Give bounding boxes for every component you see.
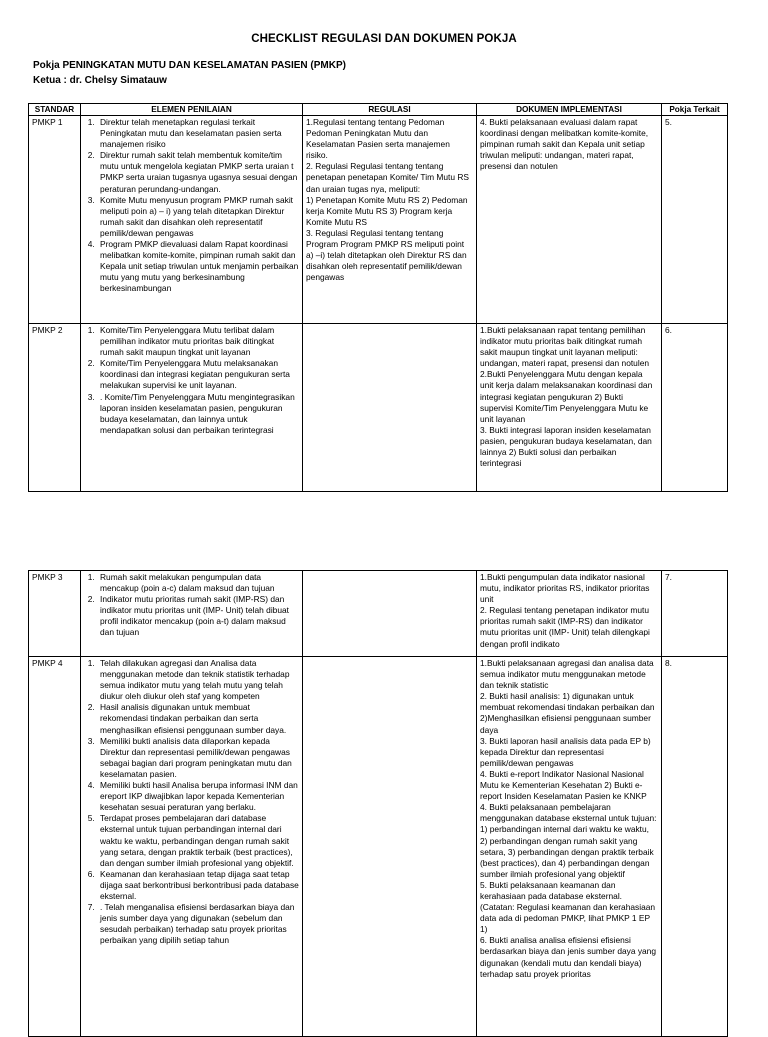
table-row bbox=[29, 571, 728, 657]
table-row bbox=[29, 657, 728, 1037]
document-title: CHECKLIST REGULASI DAN DOKUMEN POKJA bbox=[251, 33, 517, 45]
header-regulasi: REGULASI bbox=[303, 104, 477, 116]
list-item: 1. Rumah sakit melakukan pengumpulan data mencakup (poin a-c) dalam maksud dan tujuan bbox=[97, 572, 299, 594]
cell-elemen-penilaian bbox=[81, 324, 303, 492]
cell-dokumen-implementasi: 4. Bukti pelaksanaan evaluasi dalam rapat koordinasi dengan melibatkan komite-komite, pimpinan rumah sakit dan Kepala unit setiap triwulan meliputi: undangan, materi rapat, presensi dan notulen bbox=[477, 116, 662, 324]
header-dokumen-implementasi: DOKUMEN IMPLEMENTASI bbox=[477, 104, 662, 116]
cell-elemen-penilaian bbox=[81, 571, 303, 657]
list-item: 2. Komite/Tim Penyelenggara Mutu melaksanakan koordinasi dan integrasi kegiatan pengukuran serta melakukan supervisi ke unit layanan. bbox=[97, 358, 299, 391]
list-item: 3. Komite Mutu menyusun program PMKP rumah sakit meliputi poin a) – i) yang telah ditetapkan Direktur rumah sakit dan disahkan oleh representatif pemilik/dewan pengawas bbox=[97, 195, 299, 239]
cell-standar: PMKP 4 bbox=[29, 657, 81, 1037]
list-item: 2. Indikator mutu prioritas rumah sakit (IMP-RS) dan indikator mutu prioritas unit (IMP- Unit) telah dibuat profil indikator mencakup (poin a-t) dalam maksud dan tujuan bbox=[97, 594, 299, 638]
list-item: 4. Memiliki bukti hasil Analisa berupa informasi INM dan ereport IKP diwajibkan lapor kepada Kementerian kesehatan sesuai peraturan yang berlaku. bbox=[97, 780, 299, 813]
header-standar: STANDAR bbox=[29, 104, 81, 116]
list-item: 3. Memiliki bukti analisis data dilaporkan kepada Direktur dan representasi pemilik/dewan pengawas sebagai bagian dari program peningkatan mutu dan keselamatan pasien. bbox=[97, 736, 299, 780]
cell-pokja-terkait: 5. bbox=[662, 116, 728, 324]
cell-elemen-penilaian bbox=[81, 116, 303, 324]
cell-pokja-terkait: 7. bbox=[662, 571, 728, 657]
cell-dokumen-implementasi: 1.Bukti pelaksanaan rapat tentang pemilihan indikator mutu prioritas baik ditingkat rumah sakit maupun tingkat unit layanan meliputi: undangan, materi rapat, presensi dan notulen 2.Bukti Penyelenggara Mutu dengan kepala unit kerja dalam melaksanakan koordinasi dan integrasi kegiatan pengukuran 2) Bukti supervisi Komite/Tim Penyelenggara Mutu ke unit layanan 3. Bukti integrasi laporan insiden keselamatan pasien, pengukuran budaya keselamatan, dan lainnya 2) Bukti solusi dan perbaikan terintegrasi bbox=[477, 324, 662, 492]
cell-standar: PMKP 1 bbox=[29, 116, 81, 324]
header-pokja-terkait: Pokja Terkait bbox=[662, 104, 728, 116]
list-item: 2. Direktur rumah sakit telah membentuk komite/tim mutu untuk mengelola kegiatan PMKP serta uraian t PMKP serta uraian tugasnya ugasnya sesuai dengan peraturan perundang-undangan. bbox=[97, 150, 299, 194]
header-elemen-penilaian: ELEMEN PENILAIAN bbox=[81, 104, 303, 116]
list-item: 5. Terdapat proses pembelajaran dari database eksternal untuk tujuan perbandingan internal dari waktu ke waktu, perbandingan dengan rumah sakit yang setara, dengan praktik terbaik (best practices), dan dengan sumber ilmiah profesional yang objektif. bbox=[97, 813, 299, 868]
list-item: 3. . Komite/Tim Penyelenggara Mutu mengintegrasikan laporan insiden keselamatan pasien, pengukuran budaya keselamatan, dan lainnya untuk mendapatkan solusi dan perbaikan terintegrasi bbox=[97, 392, 299, 436]
cell-pokja-terkait: 6. bbox=[662, 324, 728, 492]
list-item: 1. Direktur telah menetapkan regulasi terkait Peningkatan mutu dan keselamatan pasien serta manajemen risiko bbox=[97, 117, 299, 150]
pokja-subtitle: Pokja PENINGKATAN MUTU DAN KESELAMATAN PASIEN (PMKP) bbox=[33, 60, 346, 71]
table-row bbox=[29, 324, 728, 492]
cell-standar: PMKP 2 bbox=[29, 324, 81, 492]
cell-regulasi: 1.Regulasi tentang tentang Pedoman Pedoman Peningkatan Mutu dan Keselamatan Pasien serta manajemen risiko. 2. Regulasi Regulasi tentang tentang penetapan penetapan Komite/ Tim Mutu RS dan uraian tugas nya, meliputi: 1) Penetapan Komite Mutu RS 2) Pedoman kerja Komite Mutu RS 3) Program kerja Komite Mutu RS 3. Regulasi Regulasi tentang tentang Program Program PMKP RS meliputi point a) –i) telah ditetapkan oleh Direktur RS dan disahkan oleh representatif pemilik/dewan pengawas bbox=[303, 116, 477, 324]
list-item: 2. Hasil analisis digunakan untuk membuat rekomendasi tindakan perbaikan dan serta menghasilkan efisiensi penggunaan sumber daya. bbox=[97, 702, 299, 735]
list-item: 6. Keamanan dan kerahasiaan tetap dijaga saat tetap dijaga saat berkontribusi berkontribusi pada database eksternal. bbox=[97, 869, 299, 902]
table-row bbox=[29, 116, 728, 324]
table-header-row bbox=[29, 104, 728, 116]
cell-standar: PMKP 3 bbox=[29, 571, 81, 657]
list-item: 1. Komite/Tim Penyelenggara Mutu terlibat dalam pemilihan indikator mutu prioritas baik ditingkat rumah sakit maupun tingkat unit layanan bbox=[97, 325, 299, 358]
cell-regulasi bbox=[303, 571, 477, 657]
pokja-leader: Ketua : dr. Chelsy Simatauw bbox=[33, 75, 167, 86]
cell-regulasi bbox=[303, 324, 477, 492]
cell-dokumen-implementasi: 1.Bukti pengumpulan data indikator nasional mutu, indikator prioritas RS, indikator prioritas unit 2. Regulasi tentang penetapan indikator mutu prioritas rumah sakit (IMP-RS) dan indikator mutu prioritas unit (IMP- Unit) telah dilengkapi dengan profil indikato bbox=[477, 571, 662, 657]
checklist-table-page-1 bbox=[28, 103, 728, 492]
cell-elemen-penilaian bbox=[81, 657, 303, 1037]
checklist-table-page-2 bbox=[28, 570, 728, 1037]
cell-pokja-terkait: 8. bbox=[662, 657, 728, 1037]
list-item: 7. . Telah menganalisa efisiensi berdasarkan biaya dan jenis sumber daya yang digunakan (sebelum dan sesudah perbaikan) terhadap satu proyek prioritas perbaikan yang dipilih setiap tahun bbox=[97, 902, 299, 946]
list-item: 1. Telah dilakukan agregasi dan Analisa data menggunakan metode dan teknik statistik terhadap semua indikator mutu yang telah mutu yang telah diukur oleh diukur oleh staf yang kompeten bbox=[97, 658, 299, 702]
cell-regulasi bbox=[303, 657, 477, 1037]
list-item: 4. Program PMKP dievaluasi dalam Rapat koordinasi melibatkan komite-komite, pimpinan rumah sakit dan Kepala unit setiap triwulan untuk menjamin perbaikan mutu yang mutu yang berkesinambung berkesinambungan bbox=[97, 239, 299, 294]
cell-dokumen-implementasi: 1.Bukti pelaksanaan agregasi dan analisa data semua indikator mutu menggunakan metode dan teknik statistic 2. Bukti hasil analisis: 1) digunakan untuk membuat rekomendasi tindakan perbaikan dan 2)Menghasilkan efisiensi penggunaan sumber daya 3. Bukti laporan hasil analisis data pada EP b) kepada Direktur dan representasi pemilik/dewan pengawas 4. Bukti e-report Indikator Nasional Nasional Mutu ke Kementerian Kesehatan 2) Bukti e-report Insiden Keselamatan Pasien ke KNKP 4. Bukti pelaksanaan pembelajaran menggunakan database eksternal untuk tujuan: 1) perbandingan internal dari waktu ke waktu, 2) perbandingan dengan rumah sakit yang setara, 3) perbandingan dengan praktik terbaik (best practices), dan 4) perbandingan dengan sumber ilmiah profesional yang objektif 5. Bukti pelaksanaan keamanan dan kerahasiaan pada database eksternal. (Catatan: Regulasi keamanan dan kerahasiaan data ada di pedoman PMKP, lihat PMKP 1 EP 1) 6. Bukti analisa analisa efisiensi efisiensi berdasarkan biaya dan jenis sumber daya yang digunakan (kendali mutu dan kendali biaya) terhadap satu proyek prioritas bbox=[477, 657, 662, 1037]
